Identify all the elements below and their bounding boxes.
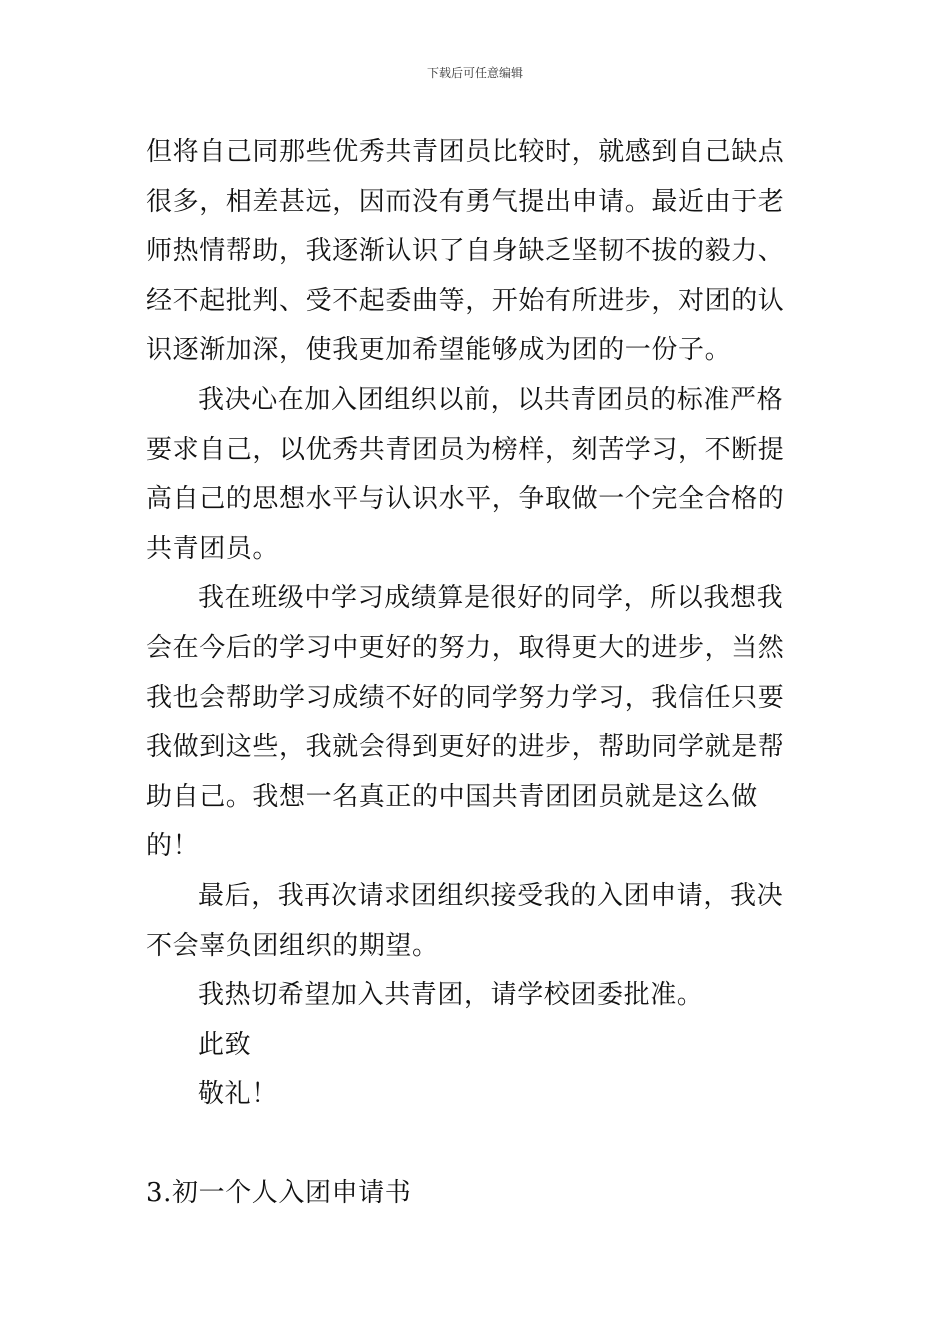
paragraph-4: 最后，我再次请求团组织接受我的入团申请，我决不会辜负团组织的期望。 xyxy=(146,880,784,961)
paragraph-5: 我热切希望加入共青团，请学校团委批准。 xyxy=(198,980,704,1011)
paragraph-1: 但将自己同那些优秀共青团员比较时，就感到自己缺点很多，相差甚远，因而没有勇气提出申请。最近由于老师热情帮助，我逐渐认识了自身缺乏坚韧不拔的毅力、经不起批判、受不起委曲等，开始有所进步，对团的认识逐渐加深，使我更加希望能够成为团的一份子。 xyxy=(146,137,785,366)
closing-salutation: 此致 xyxy=(198,1029,252,1060)
document-body xyxy=(146,128,808,1219)
page-header: 下载后可任意编辑 xyxy=(426,66,523,80)
spacer xyxy=(146,1120,808,1170)
section-title: 3.初一个人入团申请书 xyxy=(146,1178,412,1209)
closing-regards: 敬礼！ xyxy=(198,1079,278,1110)
paragraph-2: 我决心在加入团组织以前，以共青团员的标准严格要求自己，以优秀共青团员为榜样，刻苦学习，不断提高自己的思想水平与认识水平，争取做一个完全合格的共青团员。 xyxy=(146,384,785,564)
paragraph-3: 我在班级中学习成绩算是很好的同学，所以我想我会在今后的学习中更好的努力，取得更大的进步，当然我也会帮助学习成绩不好的同学努力学习，我信任只要我做到这些，我就会得到更好的进步，帮助同学就是帮助自己。我想一名真正的中国共青团团员就是这么做的！ xyxy=(146,583,785,862)
